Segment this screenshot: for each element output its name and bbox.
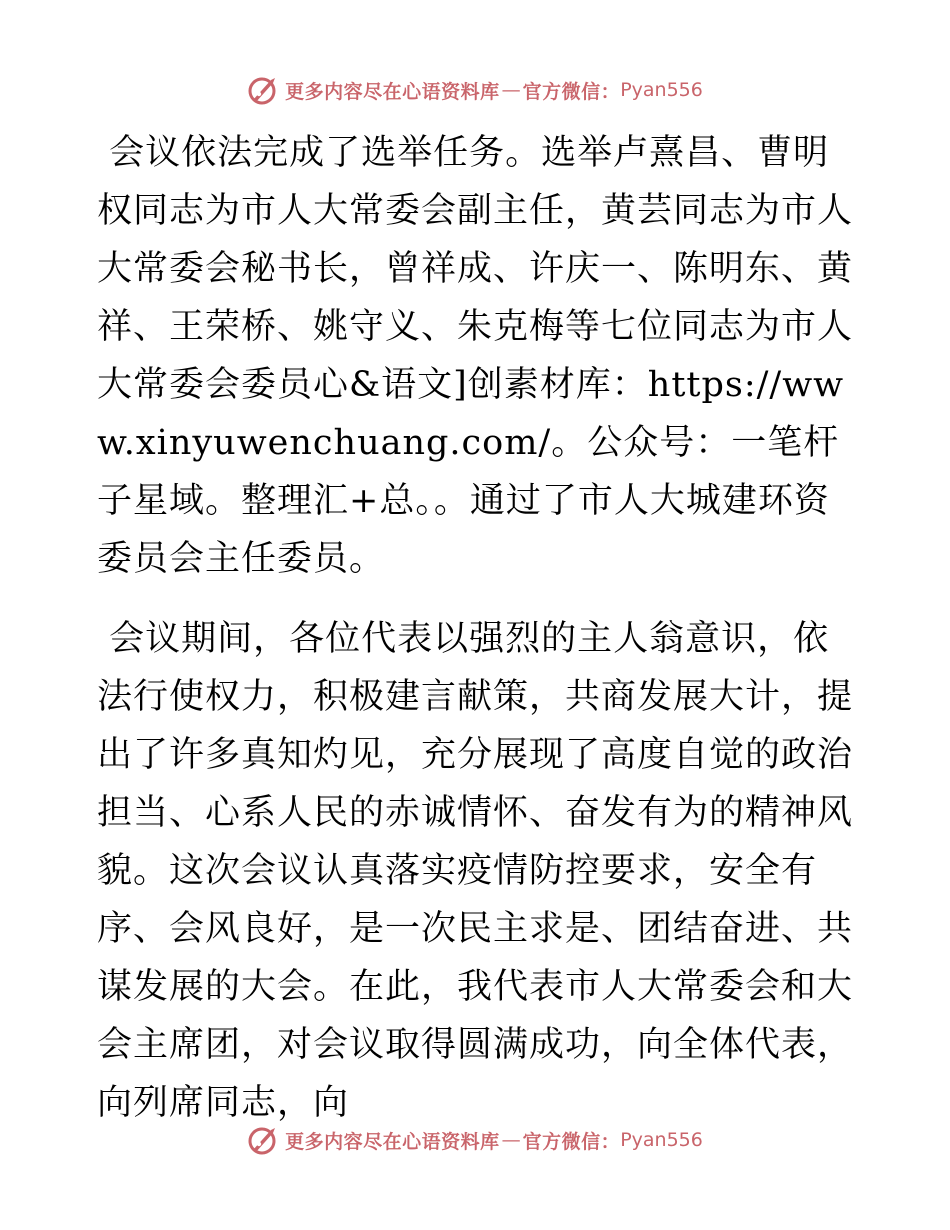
footer-banner-dash: — — [501, 1129, 521, 1151]
footer-banner-handle: Pyan556 — [620, 1129, 703, 1151]
quill-logo-icon — [247, 1124, 279, 1156]
footer-banner — [0, 1120, 950, 1160]
paragraph-meeting: 会议期间，各位代表以强烈的主人翁意识，依法行使权力，积极建言献策，共商发展大计，提出了许多真知灼见，充分展现了高度自觉的政治担当、心系人民的赤诚情怀、奋发有为的精神风貌。这次会议认真落实疫情防控要求，安全有序、会风良好，是一次民主求是、团结奋进、共谋发展的大会。在此，我代表市人大常委会和大会主席团，对会议取得圆满成功，向全体代表，向列席同志，向 — [97, 619, 854, 1123]
footer-banner-text: 更多内容尽在心语资料库 — [285, 1130, 500, 1153]
quill-logo-icon — [247, 74, 279, 106]
document-body — [97, 124, 857, 1132]
header-banner-contact: 官方微信： — [522, 80, 621, 103]
paragraph-election: 会议依法完成了选举任务。选举卢熹昌、曹明权同志为市人大常委会副主任，黄芸同志为市人大常委会秘书长，曾祥成、许庆一、陈明东、黄祥、王荣桥、姚守义、朱克梅等七位同志为市人大常委会委员心&语文]创素材库：https://www.xinyuwenchuang.com/。公众号：一笔杆子星域。整理汇+总。。通过了市人大城建环资委员会主任委员。 — [97, 133, 854, 579]
header-banner-handle: Pyan556 — [620, 79, 703, 101]
footer-banner-contact: 官方微信： — [522, 1130, 621, 1153]
header-banner-text: 更多内容尽在心语资料库 — [285, 80, 500, 103]
header-banner-dash: — — [501, 79, 521, 101]
header-banner — [0, 70, 950, 110]
